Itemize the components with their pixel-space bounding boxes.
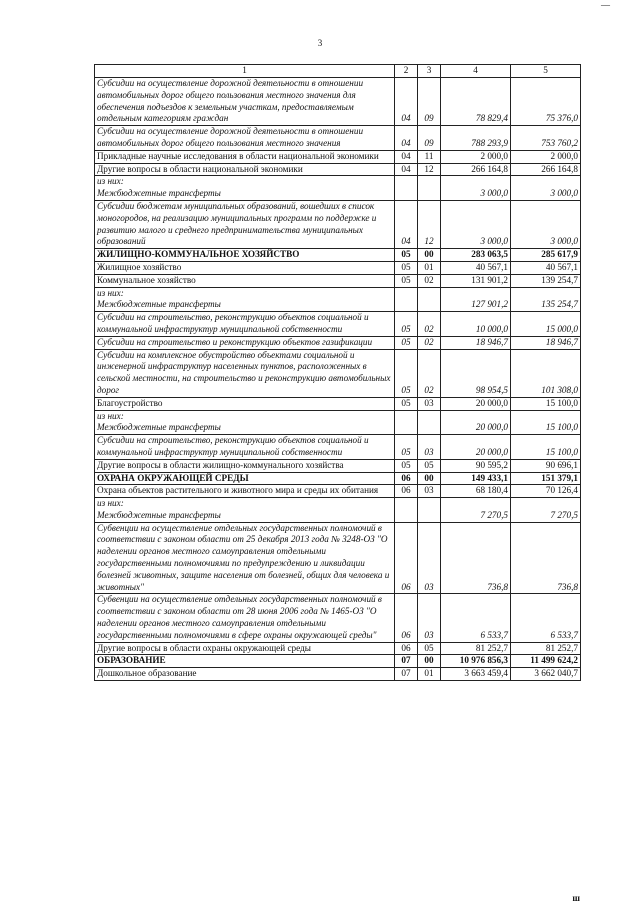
row-name: Субсидии на осуществление дорожной деятельности в отношении автомобильных дорог общего пользования местного значения для обеспечения подъездов к земельным участкам, предоставляемым отдельным категориям граждан (95, 78, 395, 126)
page-number: 3 (317, 38, 323, 48)
row-subsection-code: 02 (418, 274, 441, 287)
header-cell-subsection: 3 (418, 65, 441, 78)
header-cell-name: 1 (95, 65, 395, 78)
bottom-mark: ш (572, 893, 580, 903)
row-value-2: 18 946,7 (511, 336, 581, 349)
row-subsection-code: 01 (418, 261, 441, 274)
row-subsection-code: 03 (418, 522, 441, 594)
row-value-1: 266 164,8 (441, 163, 511, 176)
row-value-2: 81 252,7 (511, 642, 581, 655)
row-name: Благоустройство (95, 397, 395, 410)
corner-mark: ‒‒ (601, 0, 610, 10)
header-cell-value-2: 5 (511, 65, 581, 78)
row-value-1: 2 000,0 (441, 150, 511, 163)
row-subsection-code: 01 (418, 668, 441, 681)
row-value-2: 266 164,8 (511, 163, 581, 176)
table-row (95, 397, 581, 410)
row-subsection-code: 12 (418, 200, 441, 248)
row-subsection-code: 09 (418, 78, 441, 126)
row-name: Другие вопросы в области охраны окружающей среды (95, 642, 395, 655)
row-name: Жилищное хозяйство (95, 261, 395, 274)
table-row (95, 312, 581, 337)
row-value-2: 151 379,1 (511, 472, 581, 485)
row-value-1: 7 270,5 (441, 498, 511, 523)
row-section-code: 05 (395, 349, 418, 397)
table-header-row (95, 65, 581, 78)
table-row (95, 668, 581, 681)
row-value-2: 285 617,9 (511, 249, 581, 262)
row-name: Субсидии на строительство и реконструкцию объектов газификации (95, 336, 395, 349)
row-name: ОХРАНА ОКРУЖАЮЩЕЙ СРЕДЫ (95, 472, 395, 485)
row-section-code: 04 (395, 163, 418, 176)
row-value-1: 3 000,0 (441, 200, 511, 248)
row-subsection-code: 00 (418, 249, 441, 262)
row-value-1: 6 533,7 (441, 594, 511, 642)
row-subsection-code (418, 410, 441, 435)
row-subsection-code: 12 (418, 163, 441, 176)
row-name: Коммунальное хозяйство (95, 274, 395, 287)
row-section-code: 05 (395, 435, 418, 460)
row-section-code: 06 (395, 472, 418, 485)
table-row (95, 249, 581, 262)
row-value-1: 127 901,2 (441, 287, 511, 312)
row-section-code: 05 (395, 261, 418, 274)
table-row (95, 522, 581, 594)
table-row (95, 472, 581, 485)
row-value-1: 68 180,4 (441, 485, 511, 498)
row-value-2: 15 100,0 (511, 435, 581, 460)
row-section-code: 05 (395, 274, 418, 287)
row-name: Прикладные научные исследования в области национальной экономики (95, 150, 395, 163)
row-section-code: 06 (395, 522, 418, 594)
row-subsection-code (418, 498, 441, 523)
row-section-code (395, 498, 418, 523)
table-row (95, 274, 581, 287)
row-subsection-code: 05 (418, 459, 441, 472)
row-section-code: 05 (395, 459, 418, 472)
row-section-code (395, 176, 418, 201)
row-value-2: 3 662 040,7 (511, 668, 581, 681)
row-value-2: 15 100,0 (511, 410, 581, 435)
row-section-code: 04 (395, 200, 418, 248)
row-value-2: 90 696,1 (511, 459, 581, 472)
row-value-1: 10 976 856,3 (441, 655, 511, 668)
row-subsection-code: 00 (418, 655, 441, 668)
table-row (95, 435, 581, 460)
row-section-code: 04 (395, 126, 418, 151)
row-value-2: 11 499 624,2 (511, 655, 581, 668)
row-value-2: 15 000,0 (511, 312, 581, 337)
row-name: Другие вопросы в области национальной экономики (95, 163, 395, 176)
row-value-1: 788 293,9 (441, 126, 511, 151)
row-subsection-code: 02 (418, 336, 441, 349)
table-row (95, 485, 581, 498)
row-subsection-code: 11 (418, 150, 441, 163)
table-row (95, 261, 581, 274)
row-value-2: 736,8 (511, 522, 581, 594)
row-name: Субсидии на строительство, реконструкцию объектов социальной и коммунальной инфраструктур муниципальной собственности (95, 312, 395, 337)
row-section-code (395, 410, 418, 435)
row-name: Другие вопросы в области жилищно-коммунального хозяйства (95, 459, 395, 472)
row-name: Субсидии на комплексное обустройство объектами социальной и инженерной инфраструктур населенных пунктов, расположенных в сельской местности, на строительство и реконструкцию автомобильных дорог (95, 349, 395, 397)
row-name: ОБРАЗОВАНИЕ (95, 655, 395, 668)
table-row (95, 594, 581, 642)
row-value-1: 98 954,5 (441, 349, 511, 397)
header-cell-section: 2 (395, 65, 418, 78)
row-name: из них: Межбюджетные трансферты (95, 498, 395, 523)
table-row (95, 336, 581, 349)
row-value-1: 283 063,5 (441, 249, 511, 262)
row-section-code: 06 (395, 485, 418, 498)
table-row (95, 126, 581, 151)
row-subsection-code (418, 176, 441, 201)
row-value-2: 3 000,0 (511, 176, 581, 201)
row-value-1: 131 901,2 (441, 274, 511, 287)
row-value-1: 149 433,1 (441, 472, 511, 485)
row-subsection-code: 05 (418, 642, 441, 655)
row-section-code: 07 (395, 668, 418, 681)
row-subsection-code: 02 (418, 349, 441, 397)
row-value-2: 3 000,0 (511, 200, 581, 248)
row-name: Охрана объектов растительного и животного мира и среды их обитания (95, 485, 395, 498)
row-section-code (395, 287, 418, 312)
row-value-2: 7 270,5 (511, 498, 581, 523)
row-section-code: 04 (395, 78, 418, 126)
row-value-1: 20 000,0 (441, 397, 511, 410)
row-value-2: 15 100,0 (511, 397, 581, 410)
row-value-2: 40 567,1 (511, 261, 581, 274)
row-section-code: 05 (395, 336, 418, 349)
table-row (95, 349, 581, 397)
table-row (95, 655, 581, 668)
row-value-2: 135 254,7 (511, 287, 581, 312)
row-value-2: 2 000,0 (511, 150, 581, 163)
row-name: ЖИЛИЩНО-КОММУНАЛЬНОЕ ХОЗЯЙСТВО (95, 249, 395, 262)
row-value-2: 101 308,0 (511, 349, 581, 397)
budget-table (94, 64, 581, 681)
table-row (95, 642, 581, 655)
row-section-code: 05 (395, 249, 418, 262)
row-subsection-code: 03 (418, 397, 441, 410)
row-name: из них: Межбюджетные трансферты (95, 410, 395, 435)
row-value-1: 81 252,7 (441, 642, 511, 655)
table-row (95, 410, 581, 435)
row-name: из них: Межбюджетные трансферты (95, 287, 395, 312)
header-cell-value-1: 4 (441, 65, 511, 78)
row-value-2: 6 533,7 (511, 594, 581, 642)
table-row (95, 163, 581, 176)
row-subsection-code: 09 (418, 126, 441, 151)
row-name: Субвенции на осуществление отдельных государственных полномочий в соответствии с законом области от 25 декабря 2013 года № 3248-ОЗ "О наделении органов местного самоуправления отдельными государственными полномочиями по предупреждению и ликвидации болезней животных, защите населения от болезней, общих для человека и животных" (95, 522, 395, 594)
row-subsection-code: 03 (418, 485, 441, 498)
row-section-code: 06 (395, 594, 418, 642)
row-value-1: 736,8 (441, 522, 511, 594)
row-value-2: 139 254,7 (511, 274, 581, 287)
row-subsection-code: 03 (418, 435, 441, 460)
row-value-2: 753 760,2 (511, 126, 581, 151)
row-section-code: 06 (395, 642, 418, 655)
row-subsection-code: 00 (418, 472, 441, 485)
row-value-1: 3 663 459,4 (441, 668, 511, 681)
table-row (95, 498, 581, 523)
row-value-1: 78 829,4 (441, 78, 511, 126)
row-name: из них: Межбюджетные трансферты (95, 176, 395, 201)
row-value-1: 20 000,0 (441, 435, 511, 460)
row-name: Дошкольное образование (95, 668, 395, 681)
table-row (95, 287, 581, 312)
row-name: Субсидии бюджетам муниципальных образований, вошедших в список моногородов, на реализацию муниципальных программ по поддержке и развитию малого и среднего предпринимательства муниципальных образований (95, 200, 395, 248)
row-value-1: 20 000,0 (441, 410, 511, 435)
row-value-2: 75 376,0 (511, 78, 581, 126)
row-name: Субвенции на осуществление отдельных государственных полномочий в соответствии с законом области от 28 июня 2006 года № 1465-ОЗ "О наделении органов местного самоуправления отдельными государственными полномочиями в сфере охраны окружающей среды" (95, 594, 395, 642)
row-name: Субсидии на строительство, реконструкцию объектов социальной и коммунальной инфраструктур муниципальной собственности (95, 435, 395, 460)
table-row (95, 459, 581, 472)
table-row (95, 200, 581, 248)
row-value-1: 18 946,7 (441, 336, 511, 349)
row-section-code: 07 (395, 655, 418, 668)
row-value-2: 70 126,4 (511, 485, 581, 498)
row-value-1: 10 000,0 (441, 312, 511, 337)
row-section-code: 05 (395, 312, 418, 337)
table-row (95, 78, 581, 126)
table-row (95, 176, 581, 201)
row-name: Субсидии на осуществление дорожной деятельности в отношении автомобильных дорог общего пользования местного значения (95, 126, 395, 151)
row-value-1: 90 595,2 (441, 459, 511, 472)
row-section-code: 04 (395, 150, 418, 163)
row-value-1: 40 567,1 (441, 261, 511, 274)
table-row (95, 150, 581, 163)
row-subsection-code (418, 287, 441, 312)
row-section-code: 05 (395, 397, 418, 410)
row-value-1: 3 000,0 (441, 176, 511, 201)
row-subsection-code: 03 (418, 594, 441, 642)
row-subsection-code: 02 (418, 312, 441, 337)
